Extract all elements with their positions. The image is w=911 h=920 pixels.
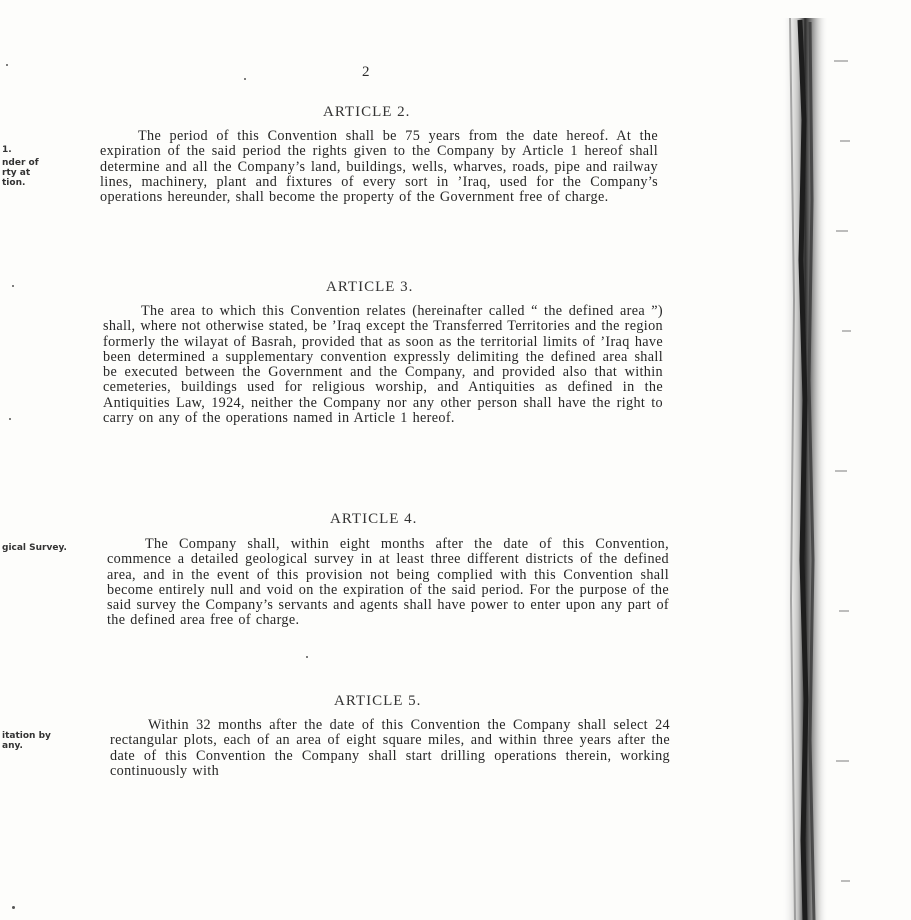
article-5-paragraph: Within 32 months after the date of this Convention the Company shall select 24 rectangular plots, each of an area of eight square miles, and within three years after the date of this Convention the Company shall start drilling operations therein, working continuously with — [110, 717, 670, 779]
scan-speck — [306, 656, 308, 658]
article-4-text — [107, 537, 669, 629]
article-3-heading: ARTICLE 3. — [326, 279, 414, 295]
scan-speck — [12, 906, 15, 909]
page-number: 2 — [362, 64, 370, 80]
article-4-paragraph: The Company shall, within eight months after the date of this Convention, commence a detailed geological survey in at least three different districts of the defined area, and in the event of this provision not being complied with this Convention shall become entirely null and void on the expiration of the said period. For the purpose of the said survey the Company’s servants and agents shall have power to enter upon any part of the defined area free of charge. — [107, 536, 669, 629]
article-2-heading: ARTICLE 2. — [323, 104, 411, 120]
article-4-heading: ARTICLE 4. — [330, 511, 418, 527]
margin-note-exploitation: itation by any. — [2, 731, 51, 751]
scan-speck — [12, 285, 14, 287]
scan-speck — [9, 418, 11, 420]
margin-note-1: 1. — [2, 145, 12, 155]
article-2-paragraph: The period of this Convention shall be 75 years from the date hereof. At the expiration of the said period the rights given to the Company by Article 1 hereof shall determine and all the Company’s land, buildings, wells, wharves, roads, pipe and railway lines, machinery, plant and fixtures of every sort in ’Iraq, used for the Company’s operations hereunder, shall become the property of the Government free of charge. — [100, 128, 658, 206]
article-5-heading: ARTICLE 5. — [334, 693, 422, 709]
article-3-text — [103, 304, 663, 426]
margin-note-property: nder of rty at tion. — [2, 158, 39, 188]
binding-edge-shadow — [770, 0, 911, 920]
article-2-text — [100, 129, 658, 205]
article-3-paragraph: The area to which this Convention relates (hereinafter called “ the defined area ”) shall, where not otherwise stated, be ’Iraq except the Transferred Territories and the region formerly the wilayat of Basrah, provided that as soon as the territorial limits of ’Iraq have been determined a supplementary convention expressly delimiting the defined area shall be executed between the Government and the Company, and provided also that within cemeteries, buildings used for religious worship, and Antiquities as defined in the Antiquities Law, 1924, neither the Company nor any other person shall have the right to carry on any of the operations named in Article 1 hereof. — [103, 303, 663, 427]
margin-note-survey: gical Survey. — [2, 543, 67, 553]
scan-speck — [6, 64, 8, 66]
article-5-text — [110, 718, 670, 779]
scan-speck — [244, 78, 246, 80]
